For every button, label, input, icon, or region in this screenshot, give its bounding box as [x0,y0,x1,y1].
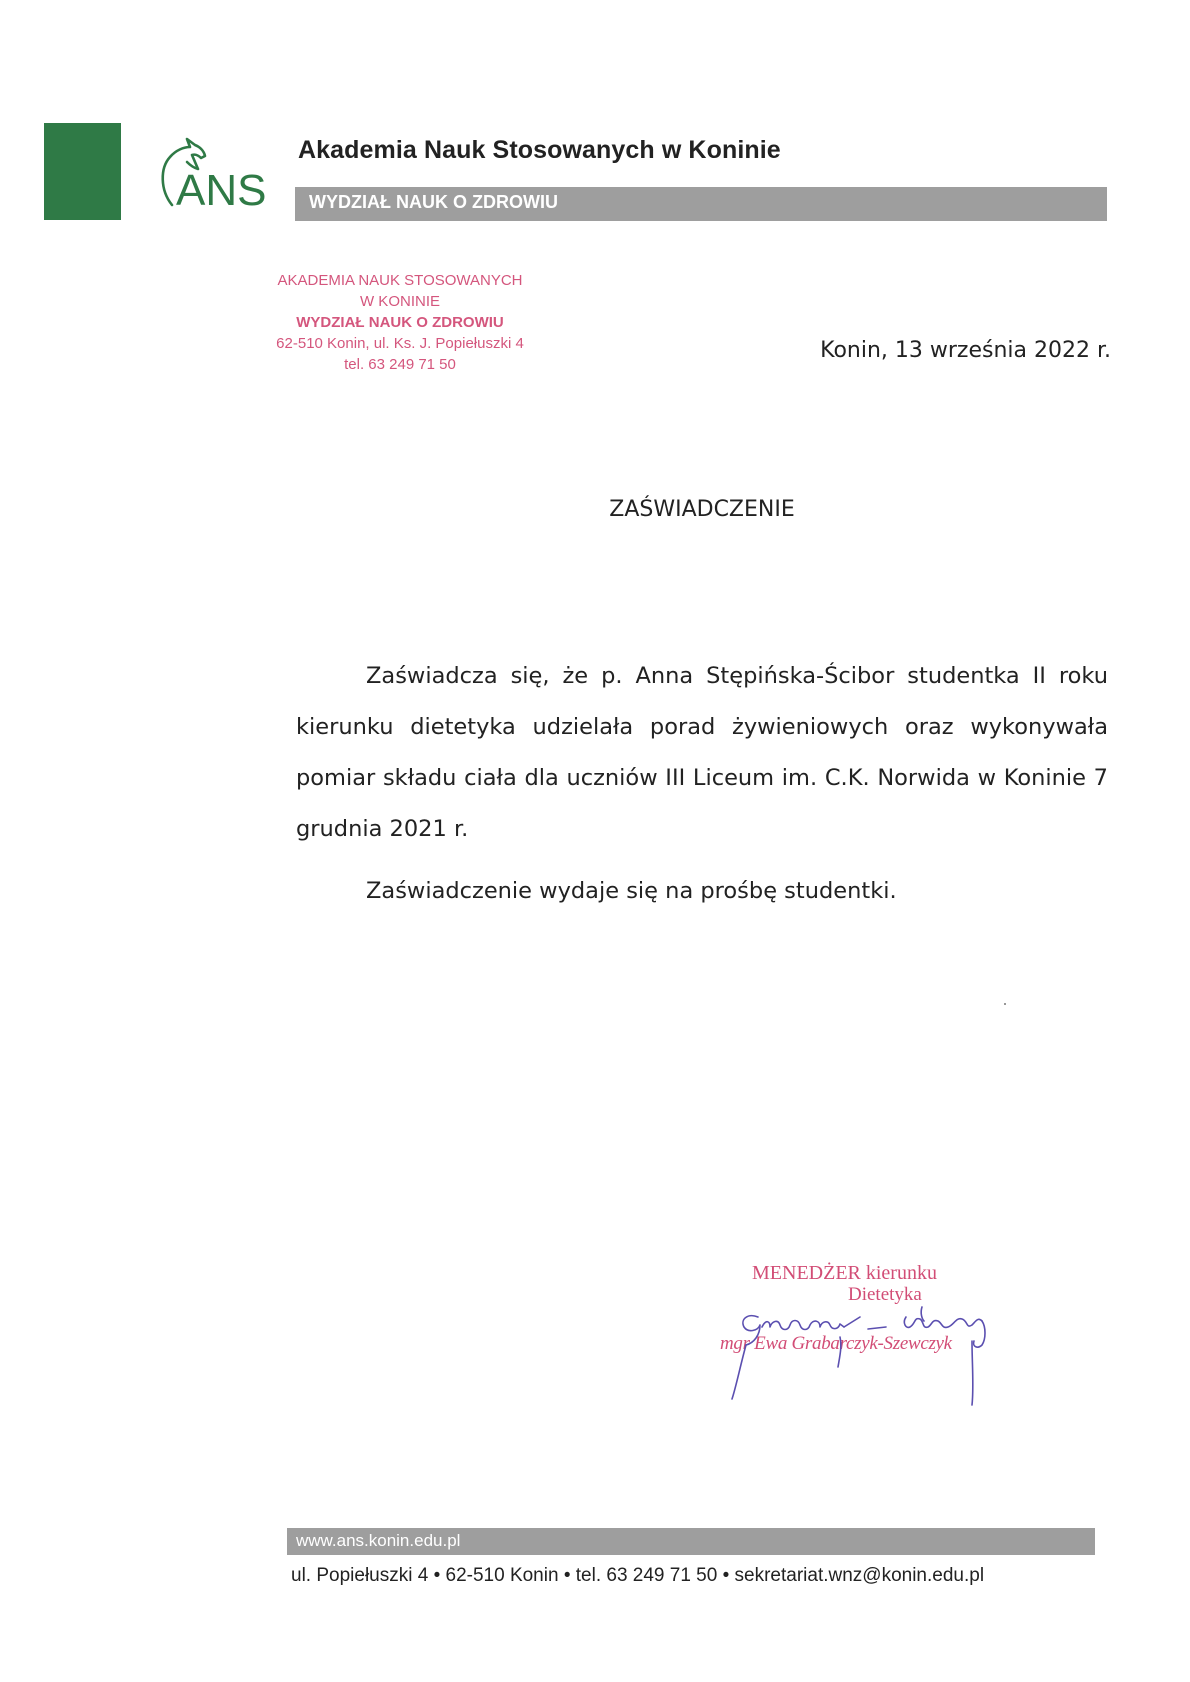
stamp-line: tel. 63 249 71 50 [344,356,456,373]
university-name: Akademia Nauk Stosowanych w Koninie [298,136,781,164]
brand-green-block [44,123,121,220]
footer-website[interactable]: www.ans.konin.edu.pl [296,1531,461,1550]
body-paragraph-text: Zaświadcza się, że p. Anna Stępińska-Ścibor studentka II roku kierunku dietetyka udzielała porad żywieniowych oraz wykonywała pomiar składu ciała dla uczniów III Liceum im. C.K. Norwida w Koninie 7 grudnia 2021 r. [296,663,1108,842]
closing-sentence: Zaświadczenie wydaje się na prośbę studentki. [366,878,897,904]
document-title: ZAŚWIADCZENIE [609,497,795,522]
handwritten-signature [710,1287,1040,1412]
stamp-line: 62-510 Konin, ul. Ks. J. Popiełuszki 4 [276,335,524,352]
faculty-label: WYDZIAŁ NAUK O ZDROWIU [309,192,558,212]
manager-subtitle: Dietetyka [848,1284,922,1305]
manager-stamp [720,1262,1040,1412]
institution-stamp [250,270,550,375]
ans-horse-logo [154,135,274,215]
footer-address: ul. Popiełuszki 4 • 62-510 Konin • tel. 63 249 71 50 • sekretariat.wnz@konin.edu.pl [291,1565,985,1586]
stamp-line: W KONINIE [359,293,440,310]
faculty-bar [295,187,1107,221]
manager-title: MENEDŻER kierunku [752,1262,937,1284]
scan-dot [1004,1003,1006,1005]
stamp-line: WYDZIAŁ NAUK O ZDROWIU [296,314,504,331]
stamp-line: AKADEMIA NAUK STOSOWANYCH [277,272,523,289]
date-line: Konin, 13 września 2022 r. [820,338,1111,363]
body-paragraph [296,651,1108,855]
footer-bar [287,1528,1095,1555]
manager-name: mgr Ewa Grabarczyk-Szewczyk [720,1333,952,1354]
logo-text: ANS [176,166,267,215]
